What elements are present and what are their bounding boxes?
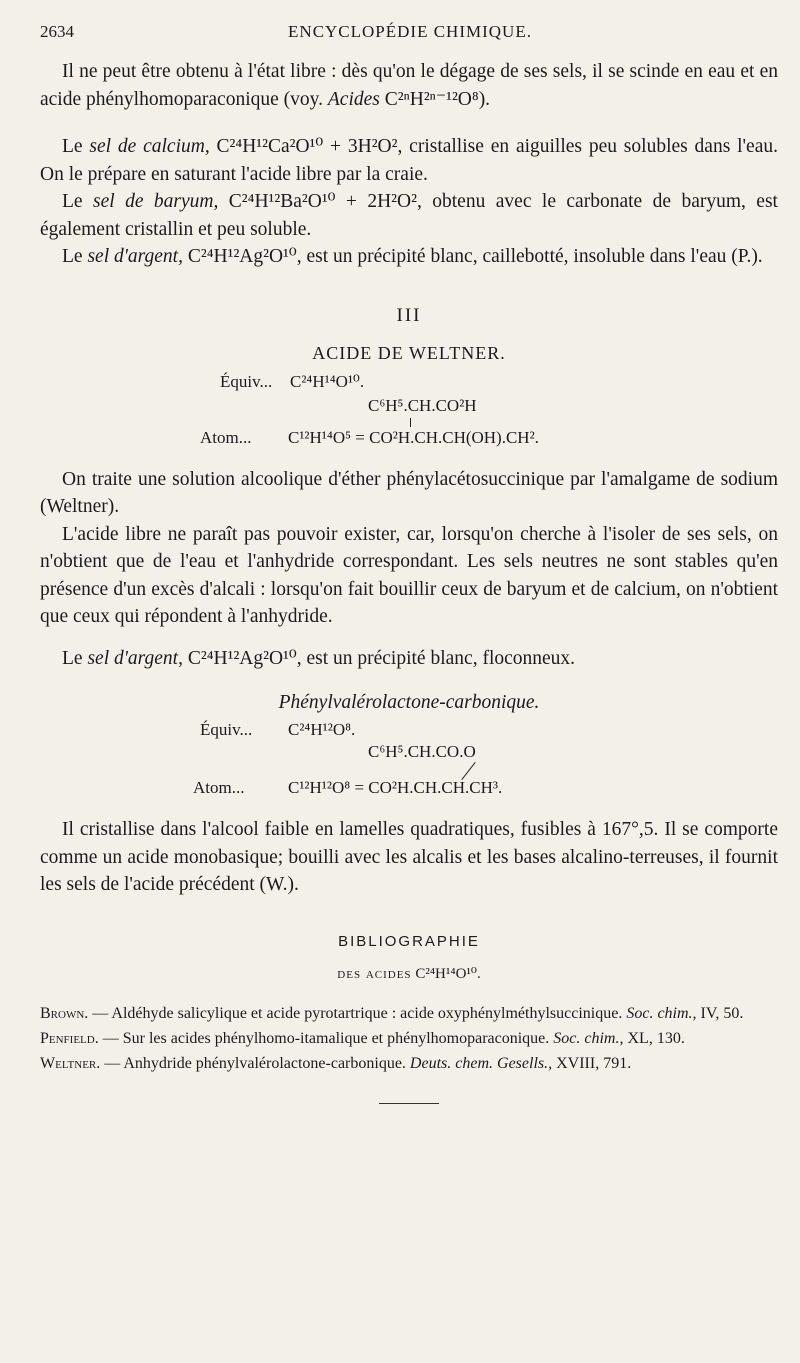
atom-label: Atom... — [200, 427, 252, 447]
lactone-equiv-label: Équiv... — [200, 720, 253, 739]
intro-paragraph: Il ne peut être obtenu à l'état libre : dès qu'on le dégage de ses sels, il se scinde en eau et en acide phénylhomoparaconique (voy. Acides C²ⁿH²ⁿ⁻¹²O⁸). — [40, 61, 778, 110]
baryum-salt-paragraph: Le sel de baryum, C²⁴H¹²Ba²O¹⁰ + 2H²O², obtenu avec le carbonate de baryum, est également cristallin et peu soluble. — [40, 191, 778, 240]
page-body — [40, 58, 778, 1104]
bibliography-heading: BIBLIOGRAPHIE — [338, 932, 480, 950]
equiv-formula: C²⁴H¹⁴O¹⁰. — [290, 371, 365, 391]
weltner-paragraph-3: Le sel d'argent, C²⁴H¹²Ag²O¹⁰, est un précipité blanc, floconneux. — [62, 647, 576, 669]
weltner-paragraph-1: On traite une solution alcoolique d'éther phénylacétosuccinique par l'amalgame de sodium (Weltner). — [40, 468, 778, 517]
vertical-bond — [410, 418, 411, 427]
page-number: 2634 — [40, 22, 74, 41]
reference-item: Weltner. — Anhydride phénylvalérolactone-carbonique. Deuts. chem. Gesells., XVIII, 791. — [40, 1054, 632, 1072]
lactone-heading: Phénylvalérolactone-carbonique. — [278, 692, 540, 713]
lactone-equiv-formula: C²⁴H¹²O⁸. — [288, 720, 356, 739]
lactone-atom-label: Atom... — [193, 778, 245, 797]
calcium-salt-paragraph: Le sel de calcium, C²⁴H¹²Ca²O¹⁰ + 3H²O², cristallise en aiguilles peu solubles dans l'eau. On le prépare en saturant l'acide libre par la craie. — [40, 136, 778, 185]
bibliography-subheading: des acides C²⁴H¹⁴O¹⁰. — [337, 965, 481, 982]
lactone-paragraph: Il cristallise dans l'alcool faible en lamelles quadratiques, fusibles à 167°,5. Il se comporte comme un acide monobasique; bouilli avec les alcalis et les bases alcalino-terreuses, il fournit les sels de l'acide précédent (W.). — [40, 819, 778, 895]
atom-formula: C¹²H¹⁴O⁵ = CO²H.CH.CH(OH).CH². — [288, 427, 539, 447]
argent-salt-paragraph: Le sel d'argent, C²⁴H¹²Ag²O¹⁰, est un précipité blanc, caillebotté, insoluble dans l'eau (P.). — [62, 246, 763, 267]
lactone-atom-formula: C¹²H¹²O⁸ = CO²H.CH.CH.CH³. — [288, 778, 503, 797]
reference-item: Brown. — Aldéhyde salicylique et acide pyrotartrique : acide oxyphénylméthylsuccinique. Soc. chim., IV, 50. — [40, 1004, 744, 1022]
top-group: C⁶H⁵.CH.CO²H — [368, 395, 477, 415]
reference-list — [40, 1003, 778, 1075]
weltner-formula — [40, 372, 778, 466]
lactone-top-group: C⁶H⁵.CH.CO.O — [368, 742, 476, 761]
running-head: ENCYCLOPÉDIE CHIMIQUE. — [288, 22, 532, 41]
section-title: ACIDE DE WELTNER. — [312, 342, 506, 363]
lactone-formula — [40, 720, 778, 816]
closing-rule — [379, 1103, 439, 1104]
reference-item: Penfield. — Sur les acides phénylhomo-itamalique et phénylhomoparaconique. Soc. chim., XL, 130. — [40, 1029, 685, 1047]
acides-ref: Acides — [327, 88, 380, 110]
weltner-paragraph-2: L'acide libre ne paraît pas pouvoir exister, car, lorsqu'on cherche à l'isoler de ses sels, on n'obtient que de l'eau et l'anhydride correspondant. Les sels neutres ne sont stables qu'en présence d'un excès d'alcali : lorsqu'on fait bouillir ceux de baryum et de calcium, on n'obtient que ceux qui répondent à l'anhydride. — [40, 523, 778, 627]
page-header — [40, 22, 780, 46]
equiv-label: Équiv... — [220, 371, 273, 391]
section-numeral: III — [396, 304, 422, 326]
